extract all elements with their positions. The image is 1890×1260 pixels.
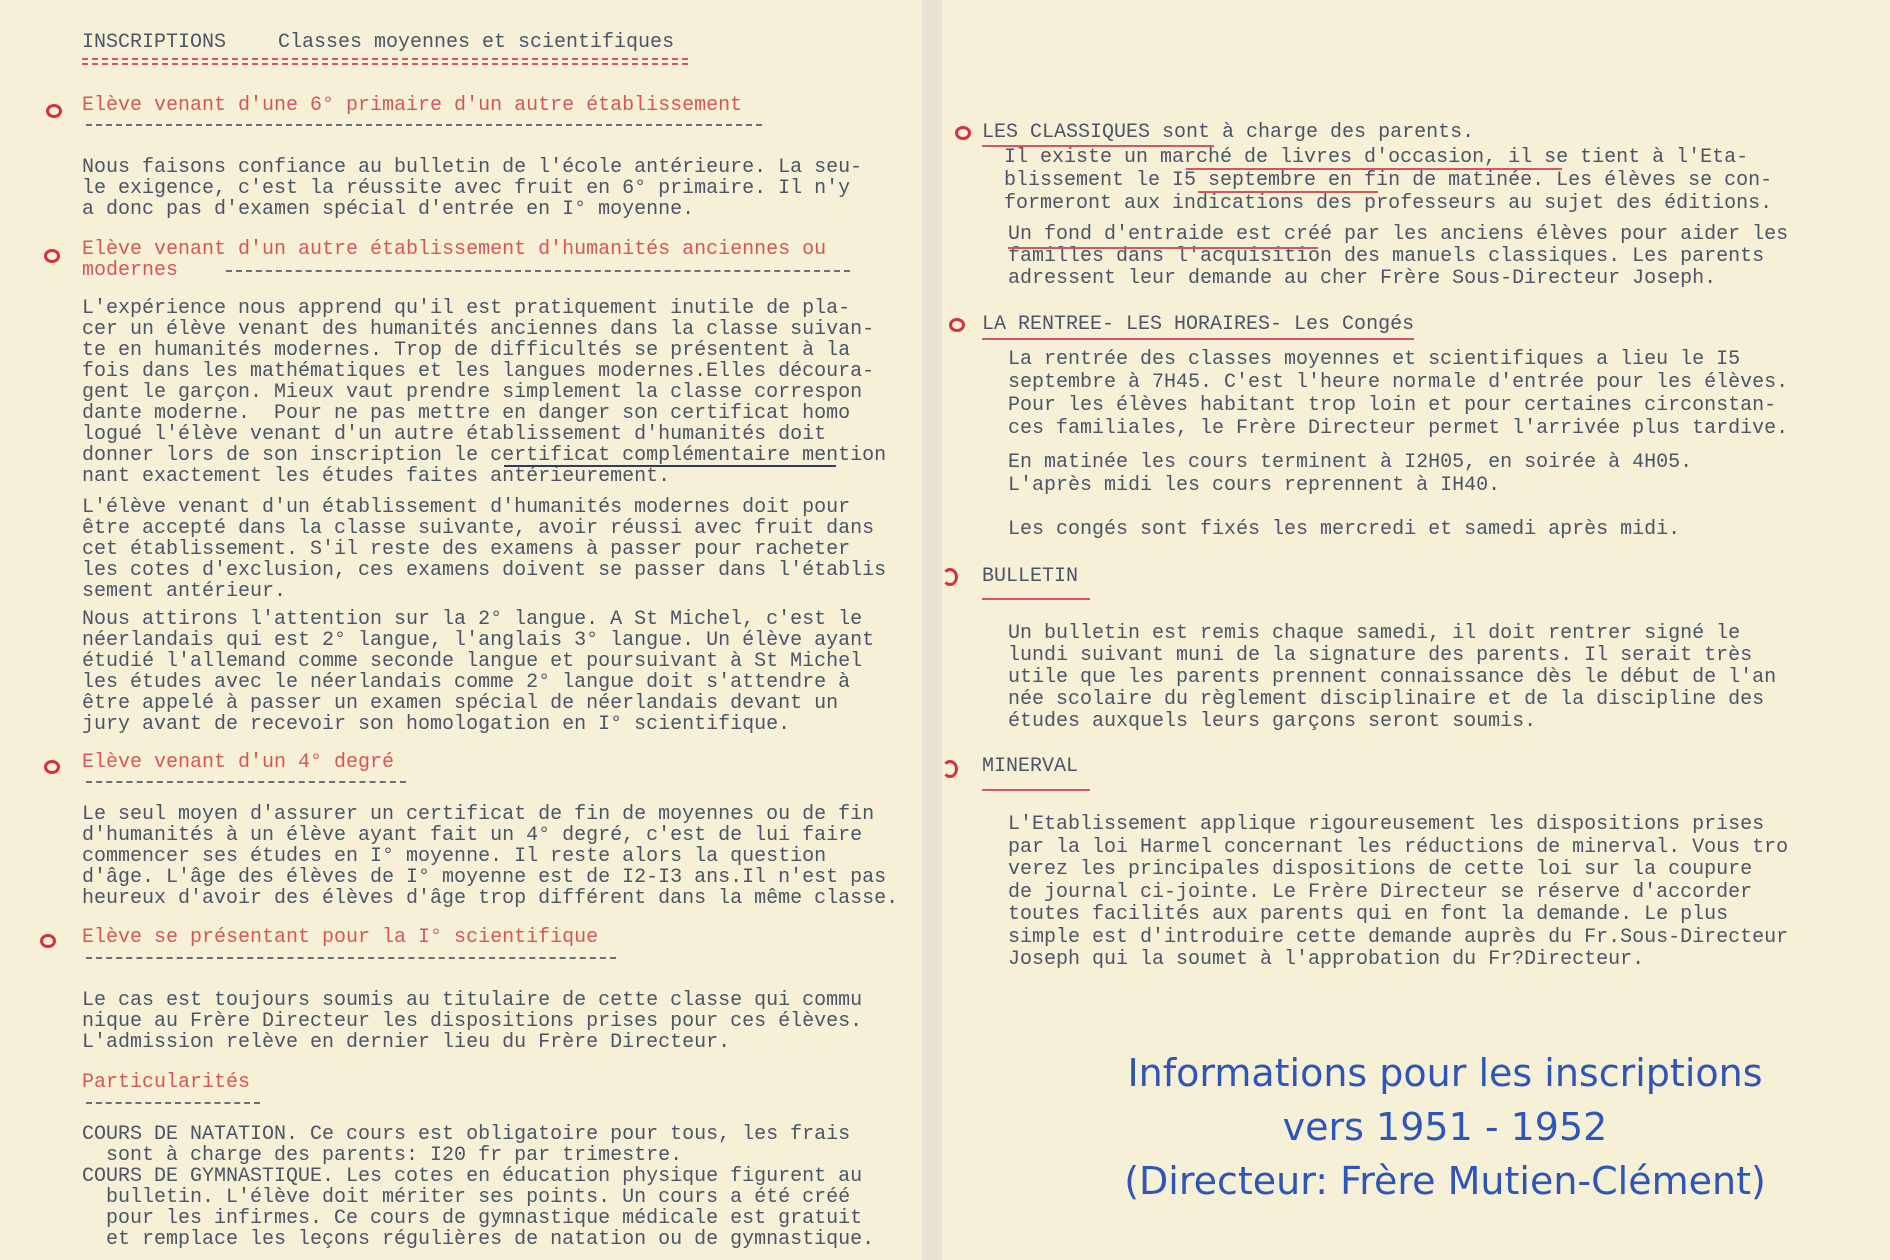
paragraph: En matinée les cours terminent à I2H05, en soirée à 4H05. L'après midi les cours reprennent à IH40. (1008, 451, 1693, 497)
paragraph: Le cas est toujours soumis au titulaire de cette classe qui commu nique au Frère Directeur les dispositions prises pour ces élèves. L'admission relève en dernier lieu du Frère Directeur. (82, 989, 863, 1054)
section-heading: LES CLASSIQUES sont à charge des parents. (982, 121, 1475, 144)
section-bullet-icon (949, 318, 965, 332)
underline-rentree (982, 338, 1414, 340)
underline-bulletin (982, 598, 1090, 600)
section-heading: BULLETIN (982, 565, 1079, 588)
section-bullet-icon (44, 760, 60, 774)
section-rule (226, 270, 850, 272)
caption-line-2: vers 1951 - 1952 (1282, 1105, 1608, 1149)
paragraph: Un fond d'entraide est créé par les anciens élèves pour aider les familles dans l'acquisition des manuels classiques. Les parents adressent leur demande au cher Frère Sous-Directeur Joseph. (1008, 223, 1789, 290)
paragraph: L'expérience nous apprend qu'il est pratiquement inutile de pla- cer un élève venant des humanités anciennes dans la classe suivan- te en humanités modernes. Trop de difficultés se présentent à la fois dans les mathématiques et les langues modernes.Elles découra- gent le garçon. Mieux vaut prendre simplement la classe correspon dante moderne. Pour ne pas mettre en danger son certificat homo logué l'élève venant d'un autre établissement d'humanités doit donner lors de son inscription le certificat complémentaire mention nant exactement les études faites antérieurement. (82, 297, 887, 488)
header-title: INSCRIPTIONS (82, 31, 227, 54)
paragraph: L'Etablissement applique rigoureusement les dispositions prises par la loi Harmel concernant les réductions de minerval. Vous tro verez les principales dispositions de cette loi sur la coupure de journal ci-jointe. Le Frère Directeur se réserve d'accorder toutes facilités aux parents qui en font la demande. Le plus simple est d'introduire cette demande auprès du Fr.Sous-Directeur Joseph qui la soumet à l'approbation du Fr?Directeur. (1008, 813, 1789, 971)
caption (1030, 1046, 1860, 1208)
paragraph: Les congés sont fixés les mercredi et samedi après midi. (1008, 518, 1681, 541)
section-rule (86, 781, 406, 783)
caption-line-3: (Directeur: Frère Mutien-Clément) (1124, 1159, 1766, 1203)
paragraph: Il existe un marché de livres d'occasion, il se tient à l'Eta- blissement le I5 septembre en fin de matinée. Les élèves se con- formeront aux indications des professeurs au sujet des éditions. (1004, 146, 1773, 215)
section-rule (86, 124, 762, 126)
section-rule (86, 957, 616, 959)
underline-marche (1186, 168, 1562, 170)
section-heading: Particularités (82, 1071, 251, 1094)
section-bullet-icon (40, 934, 56, 948)
section-rule (86, 1102, 260, 1104)
underline-date (1198, 191, 1378, 193)
section-bullet-icon (44, 249, 60, 263)
section-heading: Elève venant d'un 4° degré (82, 751, 395, 774)
underline-minerval (982, 789, 1090, 791)
header-double-rule (82, 58, 688, 60)
paragraph: Le seul moyen d'assurer un certificat de fin de moyennes ou de fin d'humanités à un élève ayant fait un 4° degré, c'est de lui faire commencer ses études en I° moyenne. Il reste alors la question d'âge. L'âge des élèves de I° moyenne est de I2-I3 ans.Il n'est pas heureux d'avoir des élèves d'âge trop différent dans la même classe. (82, 803, 899, 910)
section-bullet-icon (942, 760, 958, 778)
paragraph: Un bulletin est remis chaque samedi, il doit rentrer signé le lundi suivant muni de la signature des parents. Il serait très utile que les parents prennent connaissance dès le début de l'an née scolaire du règlement disciplinaire et de la discipline des études auxquels leurs garçons seront soumis. (1008, 622, 1777, 733)
section-heading: LA RENTREE- LES HORAIRES- Les Congés (982, 313, 1415, 336)
paragraph: Nous faisons confiance au bulletin de l'école antérieure. La seu- le exigence, c'est la réussite avec fruit en 6° primaire. Il n'y a donc pas d'examen spécial d'entrée en I° moyenne. (82, 156, 863, 221)
paragraph: Nous attirons l'attention sur la 2° langue. A St Michel, c'est le néerlandais qui est 2° langue, l'anglais 3° langue. Un élève ayant étudié l'allemand comme seconde langue et poursuivant à St Michel les études avec le néerlandais comme 2° langue doit s'attendre à être appelé à passer un examen spécial de néerlandais devant un jury avant de recevoir son homologation en I° scientifique. (82, 608, 875, 736)
header-double-rule-2 (82, 63, 688, 65)
paragraph: La rentrée des classes moyennes et scientifiques a lieu le I5 septembre à 7H45. C'est l'heure normale d'entrée pour les élèves. Pour les élèves habitant trop loin et pour certaines circonstan- ces familiales, le Frère Directeur permet l'arrivée plus tardive. (1008, 348, 1789, 440)
underline-certificat (504, 465, 836, 467)
paragraph: COURS DE NATATION. Ce cours est obligatoire pour tous, les frais sont à charge des parents: I20 fr par trimestre. COURS DE GYMNASTIQUE. Les cotes en éducation physique figurent au bulletin. L'élève doit mériter ses points. Un cours a été créé pour les infirmes. Ce cours de gymnastique médicale est gratuit et remplace les leçons régulières de natation ou de gymnastique. (82, 1123, 875, 1251)
header-subtitle: Classes moyennes et scientifiques (278, 31, 675, 54)
left-page (0, 0, 922, 1260)
section-heading: Elève venant d'une 6° primaire d'un autre établissement (82, 94, 743, 117)
section-bullet-icon (46, 104, 62, 118)
section-bullet-icon (955, 126, 971, 140)
caption-line-1: Informations pour les inscriptions (1127, 1051, 1763, 1095)
section-bullet-icon (942, 568, 958, 586)
section-heading: MINERVAL (982, 755, 1079, 778)
paragraph: L'élève venant d'un établissement d'humanités modernes doit pour être accepté dans la classe suivante, avoir réussi avec fruit dans cet établissement. S'il reste des examens à passer pour racheter les cotes d'exclusion, ces examens doivent se passer dans l'établis sement antérieur. (82, 496, 887, 603)
underline-fond (1008, 247, 1318, 249)
section-heading: Elève venant d'un autre établissement d'humanités anciennes ou modernes (82, 238, 827, 282)
section-heading: Elève se présentant pour la I° scientifique (82, 926, 599, 949)
